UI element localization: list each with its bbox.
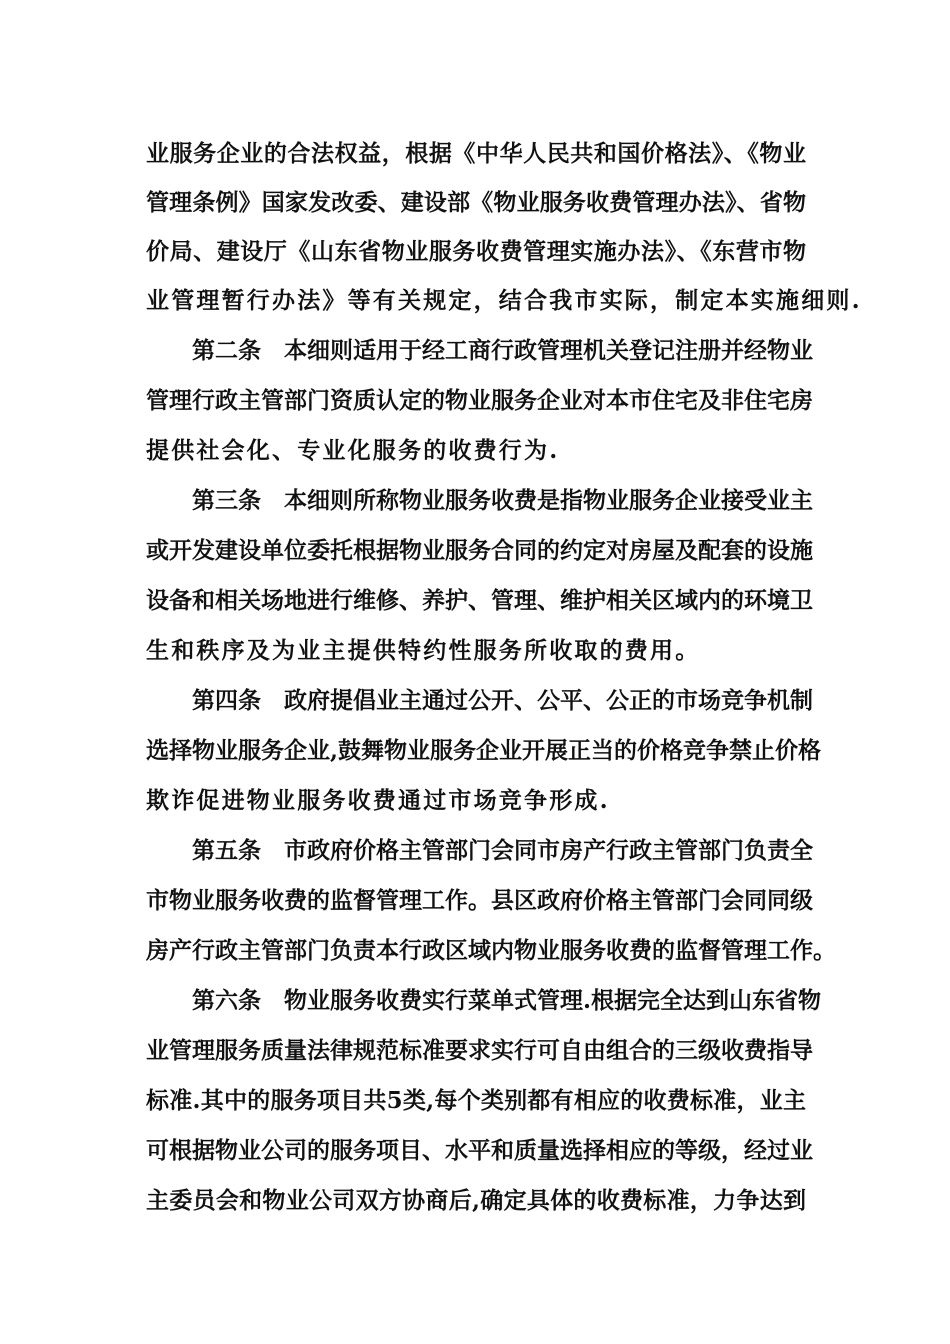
article-heading-line: 第四条 政府提倡业主通过公开、公平、公正的市场竞争机制 bbox=[192, 687, 813, 714]
text-line: 市物业服务收费的监督管理工作。县区政府价格主管部门会同同级 bbox=[146, 887, 813, 914]
text-line: 或开发建设单位委托根据物业服务合同的约定对房屋及配套的设施 bbox=[146, 537, 813, 564]
text-line: 标准.其中的服务项目共5类,每个类别都有相应的收费标准，业主 bbox=[146, 1087, 806, 1114]
article-heading-line: 第五条 市政府价格主管部门会同市房产行政主管部门负责全 bbox=[192, 837, 813, 864]
article-heading-line: 第六条 物业服务收费实行菜单式管理.根据完全达到山东省物 bbox=[192, 987, 822, 1014]
text-line: 管理行政主管部门资质认定的物业服务企业对本市住宅及非住宅房 bbox=[146, 387, 813, 414]
article-heading-line: 第二条 本细则适用于经工商行政管理机关登记注册并经物业 bbox=[192, 337, 813, 364]
text-line: 生和秩序及为业主提供特约性服务所收取的费用。 bbox=[146, 637, 701, 664]
text-line: 欺诈促进物业服务收费通过市场竞争形成. bbox=[146, 787, 610, 814]
text-line: 价局、建设厅《山东省物业服务收费管理实施办法》、《东营市物 bbox=[146, 238, 806, 265]
text-line: 设备和相关场地进行维修、养护、管理、维护相关区域内的环境卫 bbox=[146, 587, 813, 614]
text-line: 主委员会和物业公司双方协商后,确定具体的收费标准，力争达到 bbox=[146, 1187, 806, 1214]
text-line: 业服务企业的合法权益，根据《中华人民共和国价格法》、《物业 bbox=[146, 140, 806, 167]
text-line: 选择物业服务企业,鼓舞物业服务企业开展正当的价格竞争禁止价格 bbox=[146, 737, 822, 764]
text-line: 业管理暂行办法》等有关规定，结合我市实际，制定本实施细则. bbox=[146, 287, 862, 314]
text-line: 业管理服务质量法律规范标准要求实行可自由组合的三级收费指导 bbox=[146, 1037, 813, 1064]
text-line: 房产行政主管部门负责本行政区域内物业服务收费的监督管理工作。 bbox=[146, 937, 836, 964]
text-line: 提供社会化、专业化服务的收费行为. bbox=[146, 437, 560, 464]
text-line: 可根据物业公司的服务项目、水平和质量选择相应的等级，经过业 bbox=[146, 1137, 813, 1164]
article-heading-line: 第三条 本细则所称物业服务收费是指物业服务企业接受业主 bbox=[192, 487, 813, 514]
text-line: 管理条例》国家发改委、建设部《物业服务收费管理办法》、省物 bbox=[146, 189, 806, 216]
